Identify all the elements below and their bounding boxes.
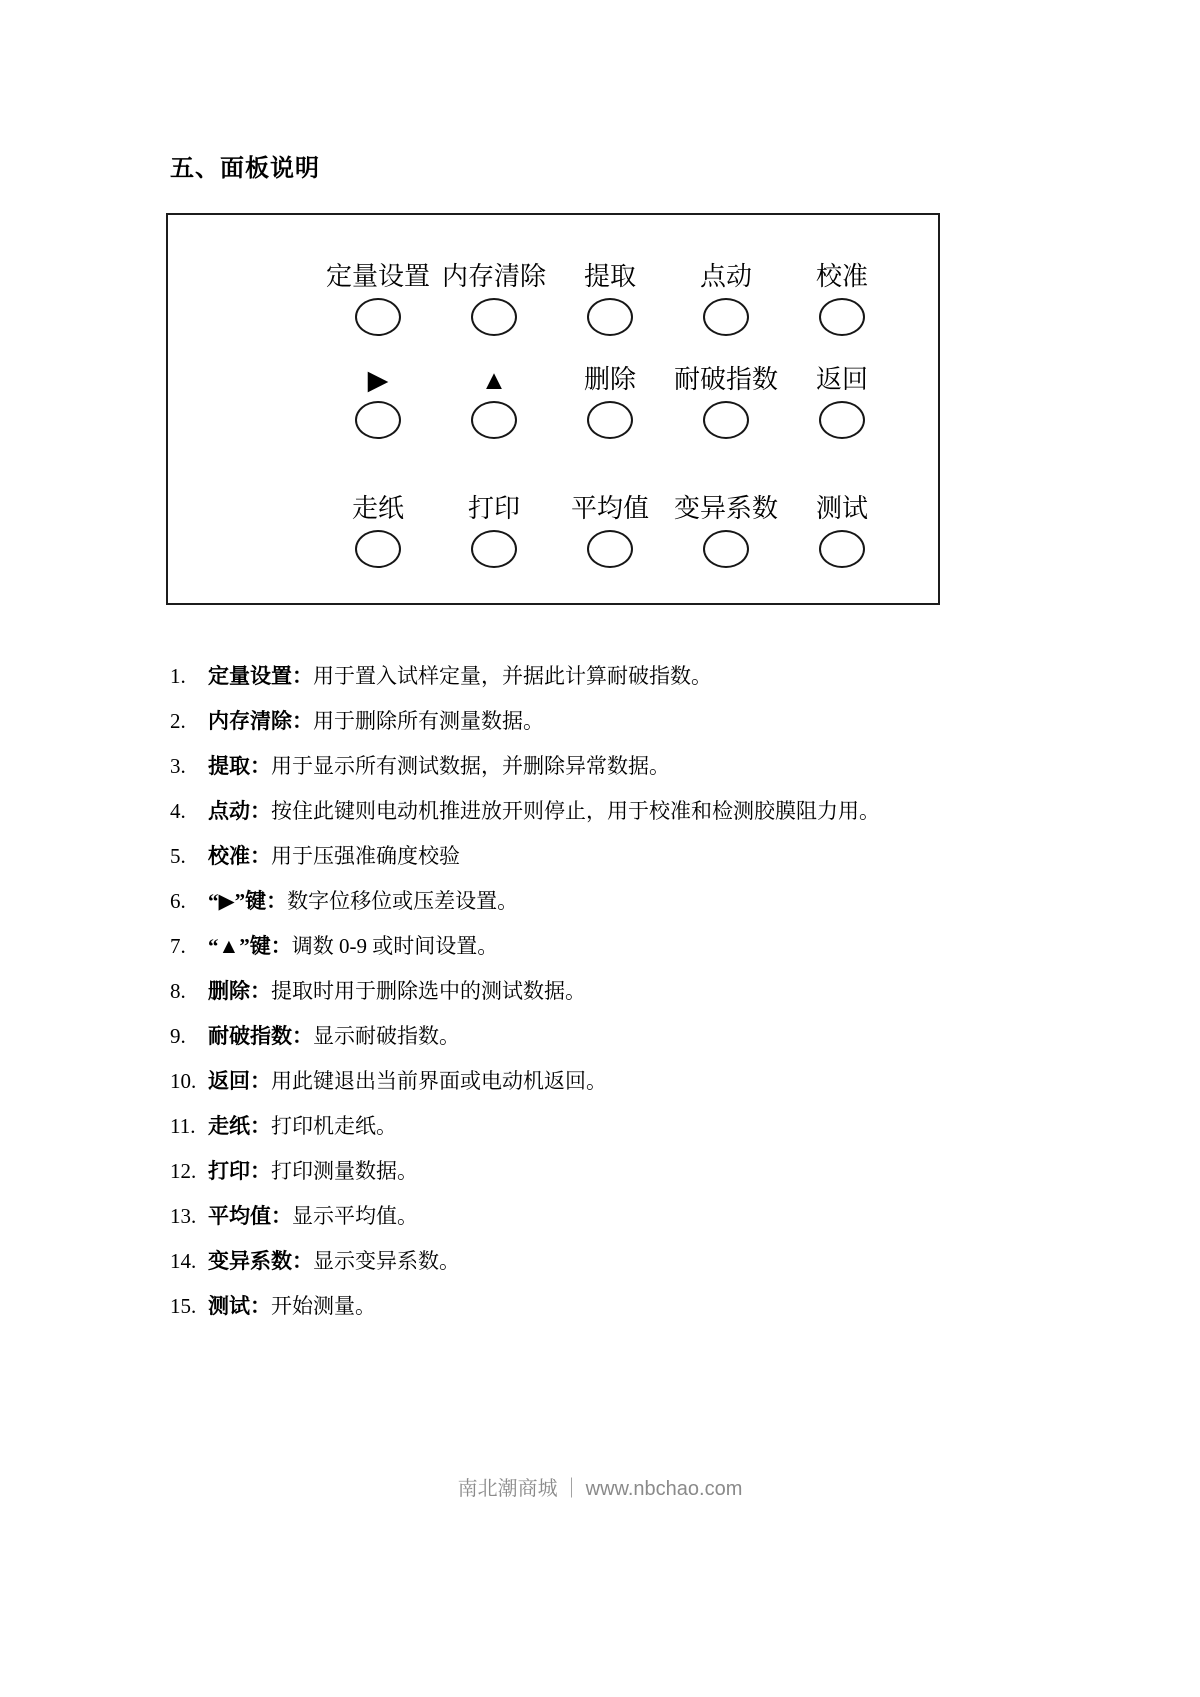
item-text <box>208 932 498 961</box>
list-item-13 <box>170 1202 1050 1231</box>
item-number: 10. <box>170 1069 197 1093</box>
item-number: 14. <box>170 1249 197 1273</box>
description-list <box>170 662 1050 1337</box>
item-number: 15. <box>170 1294 197 1318</box>
list-item-8 <box>170 977 1050 1006</box>
item-term: 走纸： <box>208 1114 271 1138</box>
list-item-5 <box>170 842 1050 871</box>
list-item-10 <box>170 1067 1050 1096</box>
button-ellipse <box>471 530 517 568</box>
list-item-12 <box>170 1157 1050 1186</box>
button-return <box>784 362 900 439</box>
list-item-11 <box>170 1112 1050 1141</box>
item-desc: 用于显示所有测试数据，并删除异常数据。 <box>271 754 670 778</box>
panel-diagram <box>166 213 940 605</box>
item-desc: 用于删除所有测量数据。 <box>313 709 544 733</box>
list-item-4 <box>170 797 1050 826</box>
item-text <box>208 887 518 916</box>
item-term: 变异系数： <box>208 1249 313 1273</box>
footer-separator: ｜ <box>561 1478 582 1500</box>
item-desc: 用此键退出当前界面或电动机返回。 <box>271 1069 607 1093</box>
footer-brand: 南北潮商城 <box>457 1478 558 1500</box>
item-desc: 用于压强准确度校验 <box>271 844 460 868</box>
item-term: 耐破指数： <box>208 1024 313 1048</box>
button-ellipse <box>587 298 633 336</box>
item-term: 提取： <box>208 754 271 778</box>
item-number: 3. <box>170 754 186 778</box>
button-ellipse <box>703 530 749 568</box>
item-term: 内存清除： <box>208 709 313 733</box>
button-ellipse <box>819 401 865 439</box>
button-ellipse <box>355 530 401 568</box>
button-average-label: 平均值 <box>570 494 649 523</box>
button-ellipse <box>703 401 749 439</box>
button-burst-index-label: 耐破指数 <box>673 365 778 394</box>
item-text <box>208 977 586 1006</box>
button-variation-coefficient-label: 变异系数 <box>673 494 778 523</box>
item-text <box>208 1067 607 1096</box>
list-item-3 <box>170 752 1050 781</box>
item-term: “▲”键： <box>208 934 292 958</box>
item-text <box>208 842 460 871</box>
button-paper-feed <box>320 491 436 568</box>
item-desc: 打印机走纸。 <box>271 1114 397 1138</box>
item-term: 校准： <box>208 844 271 868</box>
button-ellipse <box>355 298 401 336</box>
item-number: 11. <box>170 1114 196 1138</box>
item-text <box>208 1247 460 1276</box>
item-desc: 显示变异系数。 <box>313 1249 460 1273</box>
item-number: 4. <box>170 799 186 823</box>
item-term: 测试： <box>208 1294 271 1318</box>
item-text <box>208 1292 376 1321</box>
button-ellipse <box>587 530 633 568</box>
item-term: 定量设置： <box>208 664 313 688</box>
item-text <box>208 752 670 781</box>
item-number: 12. <box>170 1159 197 1183</box>
item-term: 平均值： <box>208 1204 292 1228</box>
button-right-arrow <box>320 362 436 439</box>
item-desc: 显示平均值。 <box>292 1204 418 1228</box>
list-item-14 <box>170 1247 1050 1276</box>
item-text <box>208 1022 460 1051</box>
item-term: 返回： <box>208 1069 271 1093</box>
button-up-arrow <box>436 362 552 439</box>
button-variation-coefficient <box>668 491 784 568</box>
button-print-label: 打印 <box>467 494 520 523</box>
list-item-9 <box>170 1022 1050 1051</box>
item-text <box>208 797 880 826</box>
item-desc: 提取时用于删除选中的测试数据。 <box>271 979 586 1003</box>
button-ellipse <box>819 298 865 336</box>
button-test-label: 测试 <box>815 494 868 523</box>
item-text <box>208 707 544 736</box>
item-number: 8. <box>170 979 186 1003</box>
button-jog-label: 点动 <box>699 262 752 291</box>
item-text <box>208 1157 418 1186</box>
right-triangle-icon: ▶ <box>367 365 389 395</box>
button-calibrate <box>784 259 900 336</box>
item-text <box>208 1112 397 1141</box>
button-ellipse <box>355 401 401 439</box>
button-clear-memory-label: 内存清除 <box>441 262 546 291</box>
item-number: 2. <box>170 709 186 733</box>
button-ellipse <box>703 298 749 336</box>
button-calibrate-label: 校准 <box>815 262 868 291</box>
item-text <box>208 662 712 691</box>
button-extract <box>552 259 668 336</box>
list-item-2 <box>170 707 1050 736</box>
button-ellipse <box>587 401 633 439</box>
panel-row-2 <box>168 362 938 439</box>
item-desc: 打印测量数据。 <box>271 1159 418 1183</box>
item-term: 点动： <box>208 799 271 823</box>
item-desc: 调数 0-9 或时间设置。 <box>291 934 499 958</box>
panel-row-1 <box>168 259 938 336</box>
button-clear-memory <box>436 259 552 336</box>
button-extract-label: 提取 <box>583 262 636 291</box>
item-number: 9. <box>170 1024 186 1048</box>
list-item-1 <box>170 662 1050 691</box>
footer-url: www.nbchao.com <box>585 1478 743 1500</box>
item-number: 7. <box>170 934 186 958</box>
section-title: 五、面板说明 <box>170 156 320 182</box>
page-footer <box>0 1472 1200 1501</box>
button-ellipse <box>819 530 865 568</box>
button-return-label: 返回 <box>815 365 868 394</box>
list-item-7 <box>170 932 1050 961</box>
item-number: 6. <box>170 889 186 913</box>
item-desc: 数字位移位或压差设置。 <box>287 889 519 913</box>
button-paper-feed-label: 走纸 <box>351 494 404 523</box>
button-print <box>436 491 552 568</box>
panel-row-3 <box>168 491 938 568</box>
button-ellipse <box>471 298 517 336</box>
item-number: 13. <box>170 1204 197 1228</box>
button-burst-index <box>668 362 784 439</box>
list-item-15 <box>170 1292 1050 1321</box>
button-jog <box>668 259 784 336</box>
item-term: 删除： <box>208 979 271 1003</box>
button-average <box>552 491 668 568</box>
item-desc: 显示耐破指数。 <box>313 1024 460 1048</box>
item-desc: 用于置入试样定量，并据此计算耐破指数。 <box>313 664 712 688</box>
button-ellipse <box>471 401 517 439</box>
item-text <box>208 1202 418 1231</box>
list-item-6 <box>170 887 1050 916</box>
item-term: 打印： <box>208 1159 271 1183</box>
button-test <box>784 491 900 568</box>
item-term: “▶”键： <box>208 889 288 913</box>
button-set-quantity <box>320 259 436 336</box>
button-delete-label: 删除 <box>583 365 636 394</box>
button-delete <box>552 362 668 439</box>
item-desc: 按住此键则电动机推进放开则停止，用于校准和检测胶膜阻力用。 <box>271 799 880 823</box>
item-number: 1. <box>170 664 186 688</box>
item-number: 5. <box>170 844 186 868</box>
button-set-quantity-label: 定量设置 <box>325 262 430 291</box>
up-triangle-icon: ▲ <box>480 365 508 395</box>
item-desc: 开始测量。 <box>271 1294 376 1318</box>
